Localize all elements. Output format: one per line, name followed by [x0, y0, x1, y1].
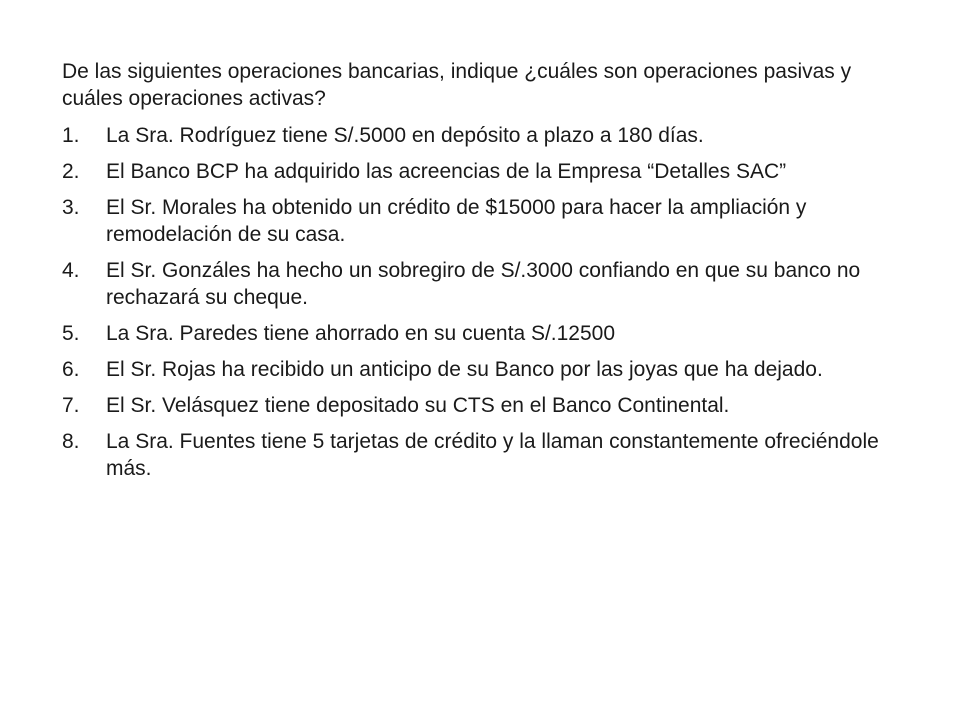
list-item	[62, 356, 902, 383]
list-item	[62, 392, 902, 419]
list-item	[62, 320, 902, 347]
list-number: 5.	[62, 322, 80, 345]
list-item	[62, 428, 902, 482]
list-text: El Sr. Rojas ha recibido un anticipo de su Banco por las joyas que ha dejado.	[106, 358, 823, 381]
list-item	[62, 158, 902, 185]
list-text: El Sr. Gonzáles ha hecho un sobregiro de S/.3000 confiando en que su banco no rechazará su cheque.	[106, 259, 861, 309]
list-item	[62, 257, 902, 311]
list-text: La Sra. Rodríguez tiene S/.5000 en depósito a plazo a 180 días.	[106, 124, 704, 147]
list-number: 7.	[62, 394, 80, 417]
list-number: 3.	[62, 196, 80, 219]
list-number: 1.	[62, 124, 80, 147]
operations-list	[62, 122, 902, 482]
list-item	[62, 194, 902, 248]
intro-paragraph: De las siguientes operaciones bancarias, indique ¿cuáles son operaciones pasivas y cuáles operaciones activas?	[62, 60, 852, 110]
list-number: 8.	[62, 430, 80, 453]
slide-content	[62, 58, 902, 491]
list-number: 6.	[62, 358, 80, 381]
list-number: 2.	[62, 160, 80, 183]
list-text: El Sr. Morales ha obtenido un crédito de $15000 para hacer la ampliación y remodelación de su casa.	[106, 196, 807, 246]
list-item	[62, 122, 902, 149]
list-text: La Sra. Fuentes tiene 5 tarjetas de crédito y la llaman constantemente ofreciéndole más.	[106, 430, 879, 480]
list-number: 4.	[62, 259, 80, 282]
list-text: El Sr. Velásquez tiene depositado su CTS en el Banco Continental.	[106, 394, 730, 417]
list-text: El Banco BCP ha adquirido las acreencias de la Empresa “Detalles SAC”	[106, 160, 787, 183]
list-text: La Sra. Paredes tiene ahorrado en su cuenta S/.12500	[106, 322, 616, 345]
